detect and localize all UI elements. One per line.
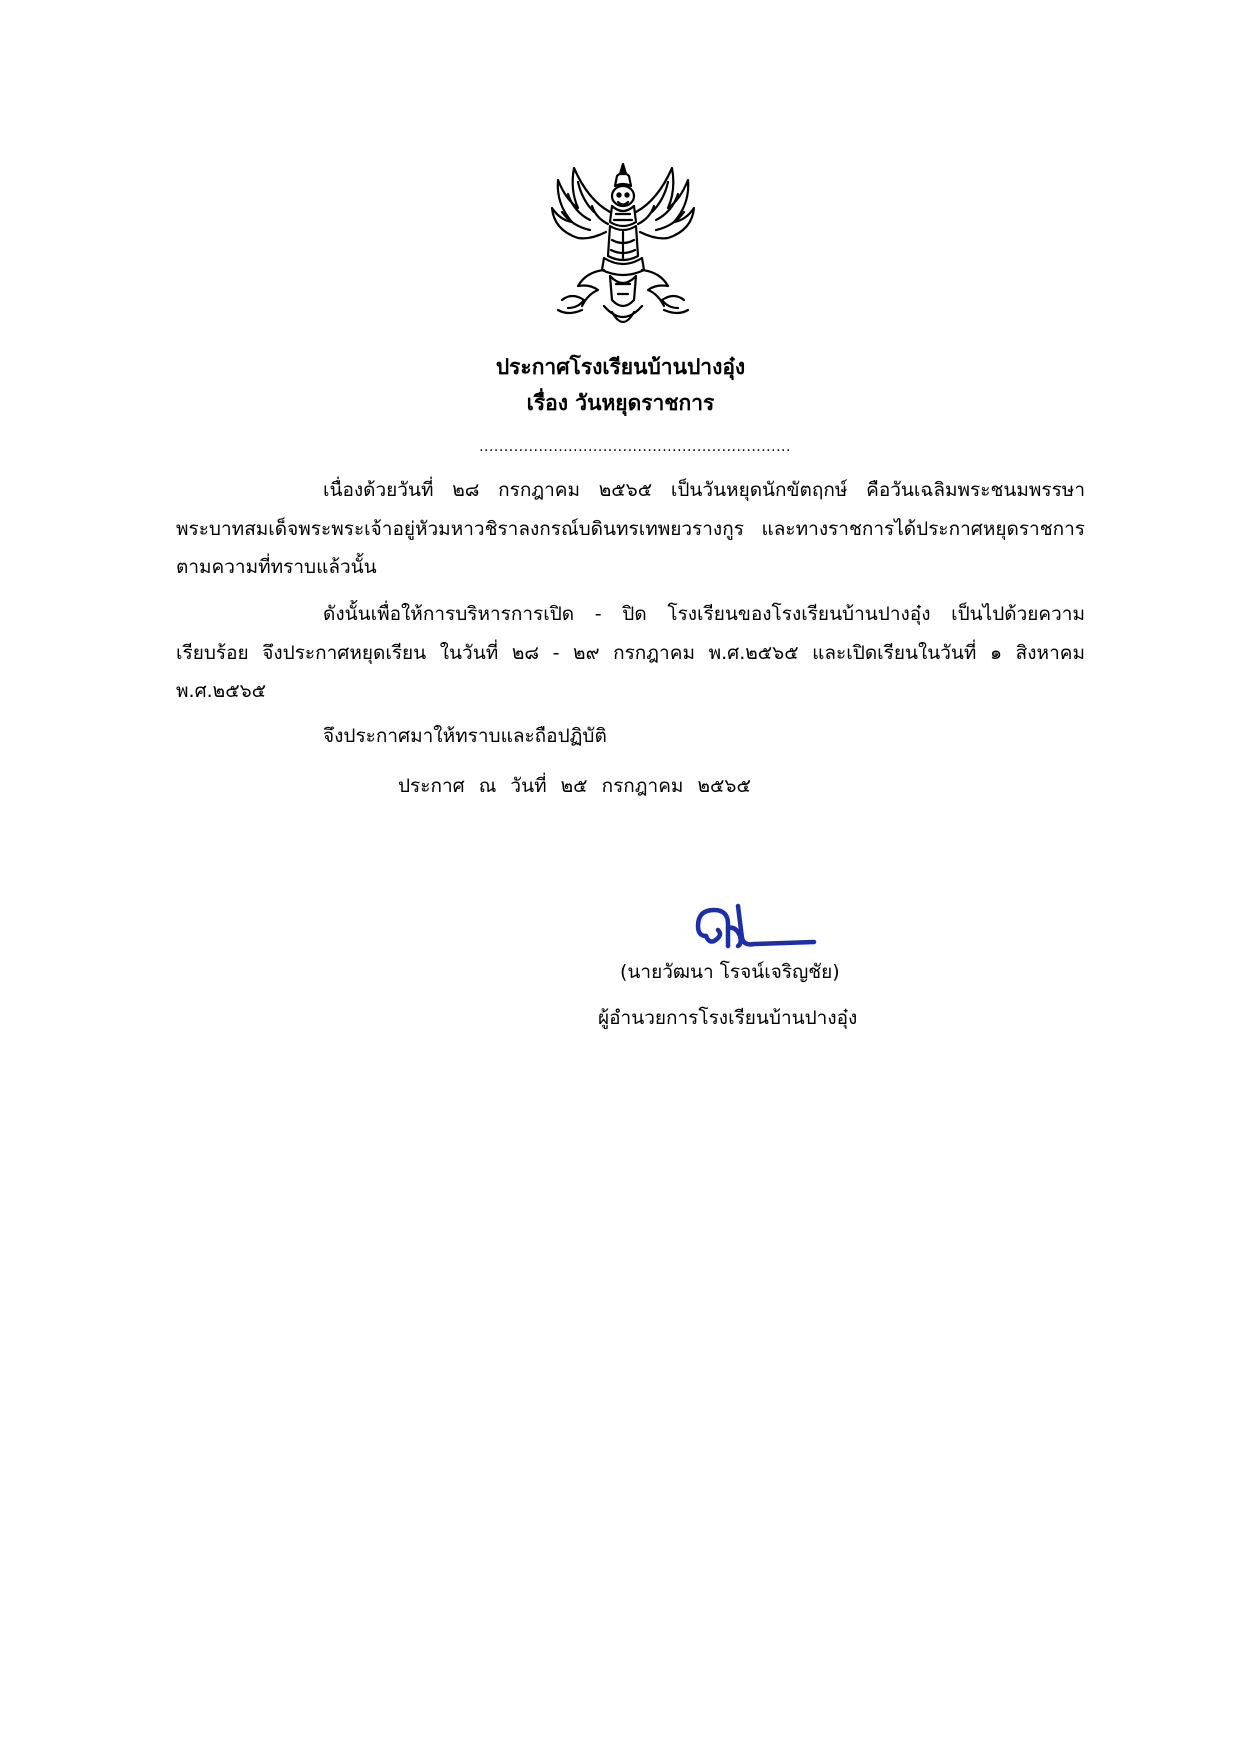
paragraph-decision-text: ดังนั้นเพื่อให้การบริหารการเปิด - ปิด โรงเรียนของโรงเรียนบ้านปางอุ๋ง เป็นไปด้วยความเรียบร้อย จึงประกาศหยุดเรียน ในวันที่ ๒๘ - ๒๙ กรกฎาคม พ.ศ.๒๕๖๕ และเปิดเรียนในวันที่ ๑ สิงหาคม พ.ศ.๒๕๖๕ [176,603,1085,702]
announcement-date: ประกาศ ณ วันที่ ๒๕ กรกฎาคม ๒๕๖๕ [398,775,751,797]
signatory-position: ผู้อำนวยการโรงเรียนบ้านปางอุ๋ง [598,1007,858,1029]
paragraph-reason [176,471,1085,587]
handwritten-signature [692,896,818,952]
title-separator: ............................................................... [479,439,791,455]
announcement-title: ประกาศโรงเรียนบ้านปางอุ๋ง [495,355,746,379]
paragraph-decision [176,595,1085,711]
garuda-emblem-icon [538,160,708,336]
conclusion-line: จึงประกาศมาให้ทราบและถือปฏิบัติ [323,725,607,747]
signatory-name: (นายวัฒนา โรจน์เจริญชัย) [620,961,840,983]
announcement-subject: เรื่อง วันหยุดราชการ [526,391,715,415]
paragraph-reason-text: เนื่องด้วยวันที่ ๒๘ กรกฎาคม ๒๕๖๕ เป็นวันหยุดนักขัตฤกษ์ คือวันเฉลิมพระชนมพรรษา พระบาทสมเด็จพระพระเจ้าอยู่หัวมหาวชิราลงกรณ์บดินทรเทพยวรางกูร และทางราชการได้ประกาศหยุดราชการ ตามความที่ทราบแล้วนั้น [176,479,1085,578]
